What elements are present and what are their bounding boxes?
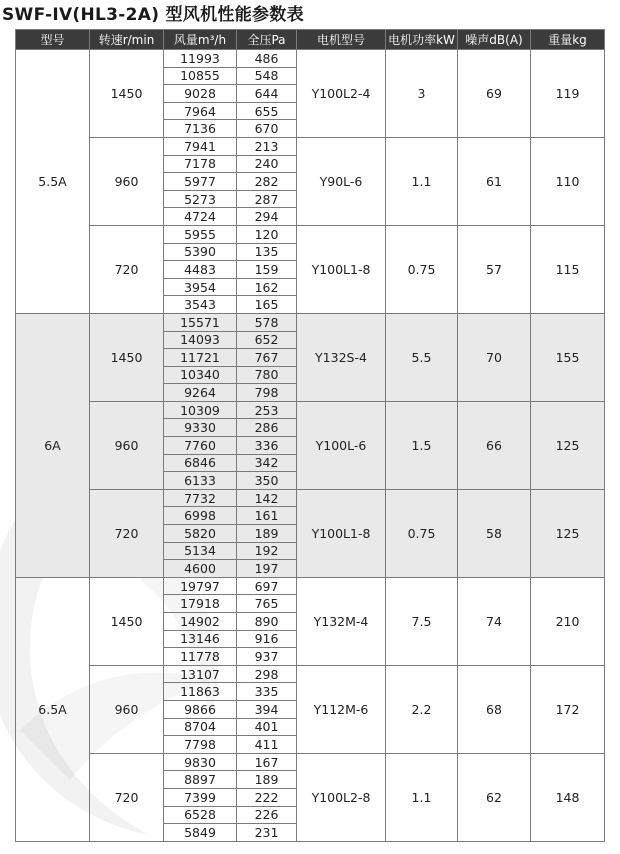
- airflow-cell: 15571: [164, 313, 237, 331]
- pressure-cell: 189: [237, 525, 297, 543]
- header-noise: 噪声dB(A): [458, 30, 531, 50]
- pressure-cell: 192: [237, 542, 297, 560]
- pressure-cell: 167: [237, 753, 297, 771]
- pressure-cell: 548: [237, 67, 297, 85]
- page-title: SWF-IV(HL3-2A) 型风机性能参数表: [2, 5, 304, 25]
- noise-cell: 66: [458, 401, 531, 489]
- pressure-cell: 135: [237, 243, 297, 261]
- pressure-cell: 253: [237, 401, 297, 419]
- pressure-cell: 401: [237, 718, 297, 736]
- header-airflow: 风量m³/h: [164, 30, 237, 50]
- pressure-cell: 282: [237, 173, 297, 191]
- motor-cell: Y132M-4: [297, 577, 386, 665]
- fan-spec-table: [15, 29, 605, 842]
- model-cell: 6A: [16, 313, 90, 577]
- power-cell: 2.2: [386, 665, 458, 753]
- airflow-cell: 9330: [164, 419, 237, 437]
- motor-cell: Y100L2-8: [297, 753, 386, 841]
- motor-cell: Y100L-6: [297, 401, 386, 489]
- pressure-cell: 655: [237, 102, 297, 120]
- pressure-cell: 336: [237, 437, 297, 455]
- airflow-cell: 17918: [164, 595, 237, 613]
- pressure-cell: 652: [237, 331, 297, 349]
- airflow-cell: 7760: [164, 437, 237, 455]
- airflow-cell: 19797: [164, 577, 237, 595]
- airflow-cell: 7964: [164, 102, 237, 120]
- airflow-cell: 7399: [164, 788, 237, 806]
- motor-cell: Y100L1-8: [297, 489, 386, 577]
- airflow-cell: 4483: [164, 261, 237, 279]
- airflow-cell: 7798: [164, 736, 237, 754]
- noise-cell: 69: [458, 50, 531, 138]
- speed-cell: 1450: [90, 313, 164, 401]
- weight-cell: 125: [531, 489, 605, 577]
- airflow-cell: 10855: [164, 67, 237, 85]
- table-row: [16, 401, 605, 419]
- header-speed: 转速r/min: [90, 30, 164, 50]
- speed-cell: 960: [90, 401, 164, 489]
- power-cell: 1.1: [386, 753, 458, 841]
- airflow-cell: 7136: [164, 120, 237, 138]
- pressure-cell: 287: [237, 190, 297, 208]
- model-cell: 5.5A: [16, 50, 90, 314]
- motor-cell: Y100L2-4: [297, 50, 386, 138]
- weight-cell: 110: [531, 137, 605, 225]
- table-row: [16, 50, 605, 68]
- airflow-cell: 13107: [164, 665, 237, 683]
- pressure-cell: 411: [237, 736, 297, 754]
- table-row: [16, 489, 605, 507]
- airflow-cell: 5977: [164, 173, 237, 191]
- airflow-cell: 13146: [164, 630, 237, 648]
- speed-cell: 720: [90, 225, 164, 313]
- table-row: [16, 137, 605, 155]
- pressure-cell: 578: [237, 313, 297, 331]
- header-pressure: 全压Pa: [237, 30, 297, 50]
- noise-cell: 58: [458, 489, 531, 577]
- pressure-cell: 161: [237, 507, 297, 525]
- header-model: 型号: [16, 30, 90, 50]
- airflow-cell: 8897: [164, 771, 237, 789]
- airflow-cell: 5820: [164, 525, 237, 543]
- pressure-cell: 644: [237, 85, 297, 103]
- motor-cell: Y132S-4: [297, 313, 386, 401]
- pressure-cell: 394: [237, 700, 297, 718]
- header-motor: 电机型号: [297, 30, 386, 50]
- pressure-cell: 165: [237, 296, 297, 314]
- power-cell: 0.75: [386, 489, 458, 577]
- airflow-cell: 10309: [164, 401, 237, 419]
- airflow-cell: 4724: [164, 208, 237, 226]
- pressure-cell: 197: [237, 560, 297, 578]
- power-cell: 1.5: [386, 401, 458, 489]
- pressure-cell: 286: [237, 419, 297, 437]
- pressure-cell: 890: [237, 613, 297, 631]
- noise-cell: 57: [458, 225, 531, 313]
- spec-table-body: [16, 50, 605, 842]
- table-row: [16, 665, 605, 683]
- pressure-cell: 697: [237, 577, 297, 595]
- airflow-cell: 9866: [164, 700, 237, 718]
- airflow-cell: 6133: [164, 472, 237, 490]
- power-cell: 3: [386, 50, 458, 138]
- header-weight: 重量kg: [531, 30, 605, 50]
- pressure-cell: 342: [237, 454, 297, 472]
- speed-cell: 960: [90, 665, 164, 753]
- weight-cell: 119: [531, 50, 605, 138]
- airflow-cell: 7941: [164, 137, 237, 155]
- motor-cell: Y100L1-8: [297, 225, 386, 313]
- table-row: [16, 313, 605, 331]
- table-row: [16, 577, 605, 595]
- speed-cell: 1450: [90, 50, 164, 138]
- weight-cell: 210: [531, 577, 605, 665]
- pressure-cell: 937: [237, 648, 297, 666]
- table-row: [16, 225, 605, 243]
- weight-cell: 115: [531, 225, 605, 313]
- airflow-cell: 11721: [164, 349, 237, 367]
- weight-cell: 155: [531, 313, 605, 401]
- airflow-cell: 9264: [164, 384, 237, 402]
- airflow-cell: 9830: [164, 753, 237, 771]
- speed-cell: 1450: [90, 577, 164, 665]
- airflow-cell: 9028: [164, 85, 237, 103]
- airflow-cell: 11993: [164, 50, 237, 68]
- airflow-cell: 5849: [164, 824, 237, 842]
- header-power: 电机功率kW: [386, 30, 458, 50]
- pressure-cell: 120: [237, 225, 297, 243]
- table-row: [16, 753, 605, 771]
- motor-cell: Y112M-6: [297, 665, 386, 753]
- noise-cell: 62: [458, 753, 531, 841]
- speed-cell: 720: [90, 489, 164, 577]
- noise-cell: 70: [458, 313, 531, 401]
- pressure-cell: 162: [237, 278, 297, 296]
- airflow-cell: 4600: [164, 560, 237, 578]
- pressure-cell: 294: [237, 208, 297, 226]
- pressure-cell: 670: [237, 120, 297, 138]
- airflow-cell: 5390: [164, 243, 237, 261]
- weight-cell: 148: [531, 753, 605, 841]
- motor-cell: Y90L-6: [297, 137, 386, 225]
- airflow-cell: 5273: [164, 190, 237, 208]
- airflow-cell: 8704: [164, 718, 237, 736]
- pressure-cell: 226: [237, 806, 297, 824]
- pressure-cell: 780: [237, 366, 297, 384]
- power-cell: 7.5: [386, 577, 458, 665]
- airflow-cell: 6528: [164, 806, 237, 824]
- pressure-cell: 159: [237, 261, 297, 279]
- airflow-cell: 10340: [164, 366, 237, 384]
- noise-cell: 74: [458, 577, 531, 665]
- pressure-cell: 765: [237, 595, 297, 613]
- airflow-cell: 14093: [164, 331, 237, 349]
- speed-cell: 960: [90, 137, 164, 225]
- airflow-cell: 14902: [164, 613, 237, 631]
- airflow-cell: 11863: [164, 683, 237, 701]
- noise-cell: 61: [458, 137, 531, 225]
- pressure-cell: 142: [237, 489, 297, 507]
- pressure-cell: 240: [237, 155, 297, 173]
- airflow-cell: 6998: [164, 507, 237, 525]
- airflow-cell: 3954: [164, 278, 237, 296]
- airflow-cell: 5955: [164, 225, 237, 243]
- airflow-cell: 5134: [164, 542, 237, 560]
- pressure-cell: 350: [237, 472, 297, 490]
- pressure-cell: 189: [237, 771, 297, 789]
- airflow-cell: 7178: [164, 155, 237, 173]
- pressure-cell: 222: [237, 788, 297, 806]
- pressure-cell: 298: [237, 665, 297, 683]
- pressure-cell: 916: [237, 630, 297, 648]
- header-row: [16, 30, 605, 50]
- noise-cell: 68: [458, 665, 531, 753]
- power-cell: 5.5: [386, 313, 458, 401]
- power-cell: 1.1: [386, 137, 458, 225]
- weight-cell: 125: [531, 401, 605, 489]
- pressure-cell: 231: [237, 824, 297, 842]
- pressure-cell: 486: [237, 50, 297, 68]
- power-cell: 0.75: [386, 225, 458, 313]
- pressure-cell: 335: [237, 683, 297, 701]
- speed-cell: 720: [90, 753, 164, 841]
- pressure-cell: 767: [237, 349, 297, 367]
- pressure-cell: 213: [237, 137, 297, 155]
- airflow-cell: 3543: [164, 296, 237, 314]
- pressure-cell: 798: [237, 384, 297, 402]
- model-cell: 6.5A: [16, 577, 90, 841]
- weight-cell: 172: [531, 665, 605, 753]
- airflow-cell: 11778: [164, 648, 237, 666]
- airflow-cell: 6846: [164, 454, 237, 472]
- airflow-cell: 7732: [164, 489, 237, 507]
